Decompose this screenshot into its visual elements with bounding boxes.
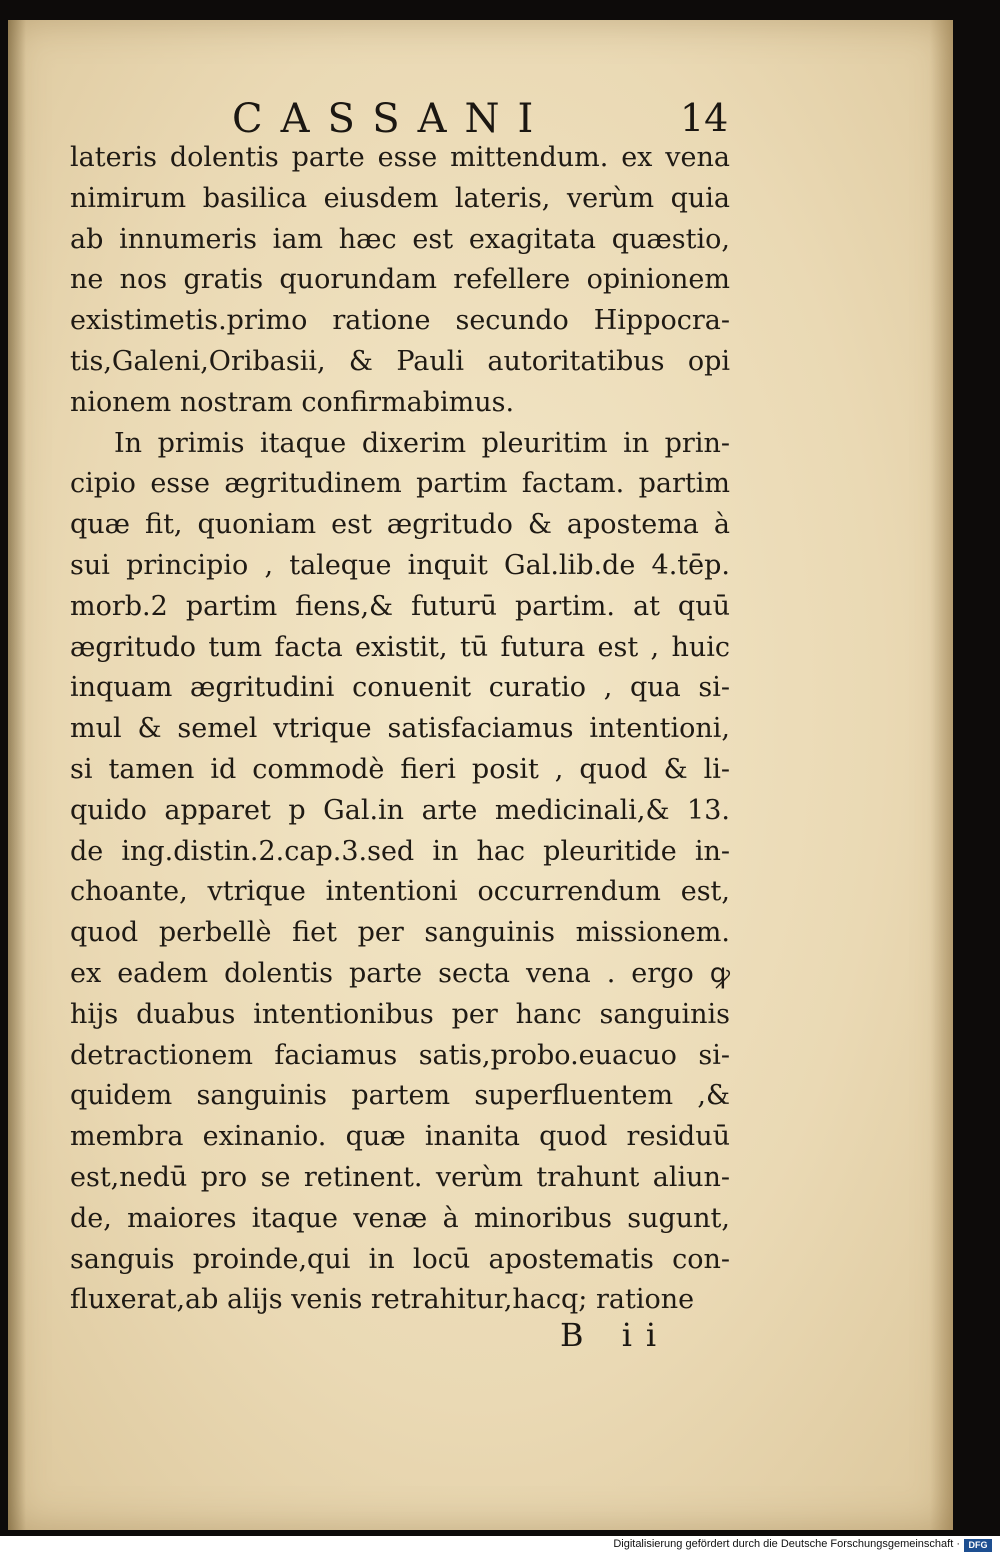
page-number: 14: [680, 96, 729, 140]
text-line: existimetis.primo ratione secundo Hippocra-: [70, 305, 730, 337]
text-line: sanguis proinde,qui in locū apostematis con-: [70, 1243, 730, 1275]
text-line: est,nedū pro se retinent. verùm trahunt aliun-: [70, 1161, 730, 1193]
text-line: de ing.distin.2.cap.3.sed in hac pleuritide in-: [70, 835, 730, 867]
text-line: morb.2 partim fiens,& futurū partim. at quū: [70, 590, 730, 622]
running-title: CASSANI: [232, 96, 552, 142]
text-line: quido apparet p Gal.in arte medicinali,& 13.: [70, 794, 730, 826]
text-line: lateris dolentis parte esse mittendum. ex vena: [70, 142, 730, 173]
text-line: ab innumeris iam hæc est exagitata quæstio,: [70, 223, 730, 255]
text-line: quod perbellè fiet per sanguinis missionem.: [70, 917, 730, 949]
text-line: nionem nostram confirmabimus.: [70, 386, 515, 418]
text-line: inquam ægritudini conuenit curatio , qua si-: [70, 672, 730, 704]
text-line: detractionem faciamus satis,probo.euacuo si-: [70, 1039, 730, 1071]
funding-credit: Digitalisierung gefördert durch die Deutsche Forschungsgemeinschaft ·: [613, 1538, 960, 1550]
signature-mark: B ii: [560, 1316, 671, 1354]
text-line: ægritudo tum facta existit, tū futura est , huic: [70, 631, 730, 663]
text-line: ex eadem dolentis parte secta vena . ergo ꝙ: [70, 957, 730, 989]
page-edge-shadow: [930, 20, 953, 1530]
text-line: si tamen id commodè fieri posit , quod & li-: [70, 753, 730, 785]
text-line: quæ fit, quoniam est ægritudo & apostema à: [70, 509, 730, 541]
text-line: quidem sanguinis partem superfluentem ,&: [70, 1080, 730, 1112]
text-line: choante, vtrique intentioni occurrendum est,: [70, 876, 730, 908]
text-line: membra exinanio. quæ inanita quod residuū: [70, 1121, 730, 1153]
footer-bar: [0, 1536, 1000, 1556]
text-line: tis,Galeni,Oribasii, & Pauli autoritatibus opi: [70, 345, 730, 377]
text-line: fluxerat,ab alijs venis retrahitur,hacq; ratione: [70, 1284, 695, 1316]
text-line: hijs duabus intentionibus per hanc sanguinis: [70, 998, 730, 1030]
page-binding-shadow: [8, 20, 26, 1530]
text-line: ne nos gratis quorundam refellere opinionem: [70, 264, 730, 296]
body-text: [70, 138, 730, 1321]
text-line: In primis itaque dixerim pleuritim in prin-: [114, 427, 730, 459]
text-line: sui principio , taleque inquit Gal.lib.de 4.tēp.: [70, 549, 730, 581]
text-line: de, maiores itaque venæ à minoribus sugunt,: [70, 1202, 730, 1234]
text-line: mul & semel vtrique satisfaciamus intentioni,: [70, 713, 730, 745]
text-line: cipio esse ægritudinem partim factam. partim: [70, 468, 730, 500]
dfg-logo: DFG: [964, 1539, 992, 1552]
text-line: nimirum basilica eiusdem lateris, verùm quia: [70, 182, 730, 214]
